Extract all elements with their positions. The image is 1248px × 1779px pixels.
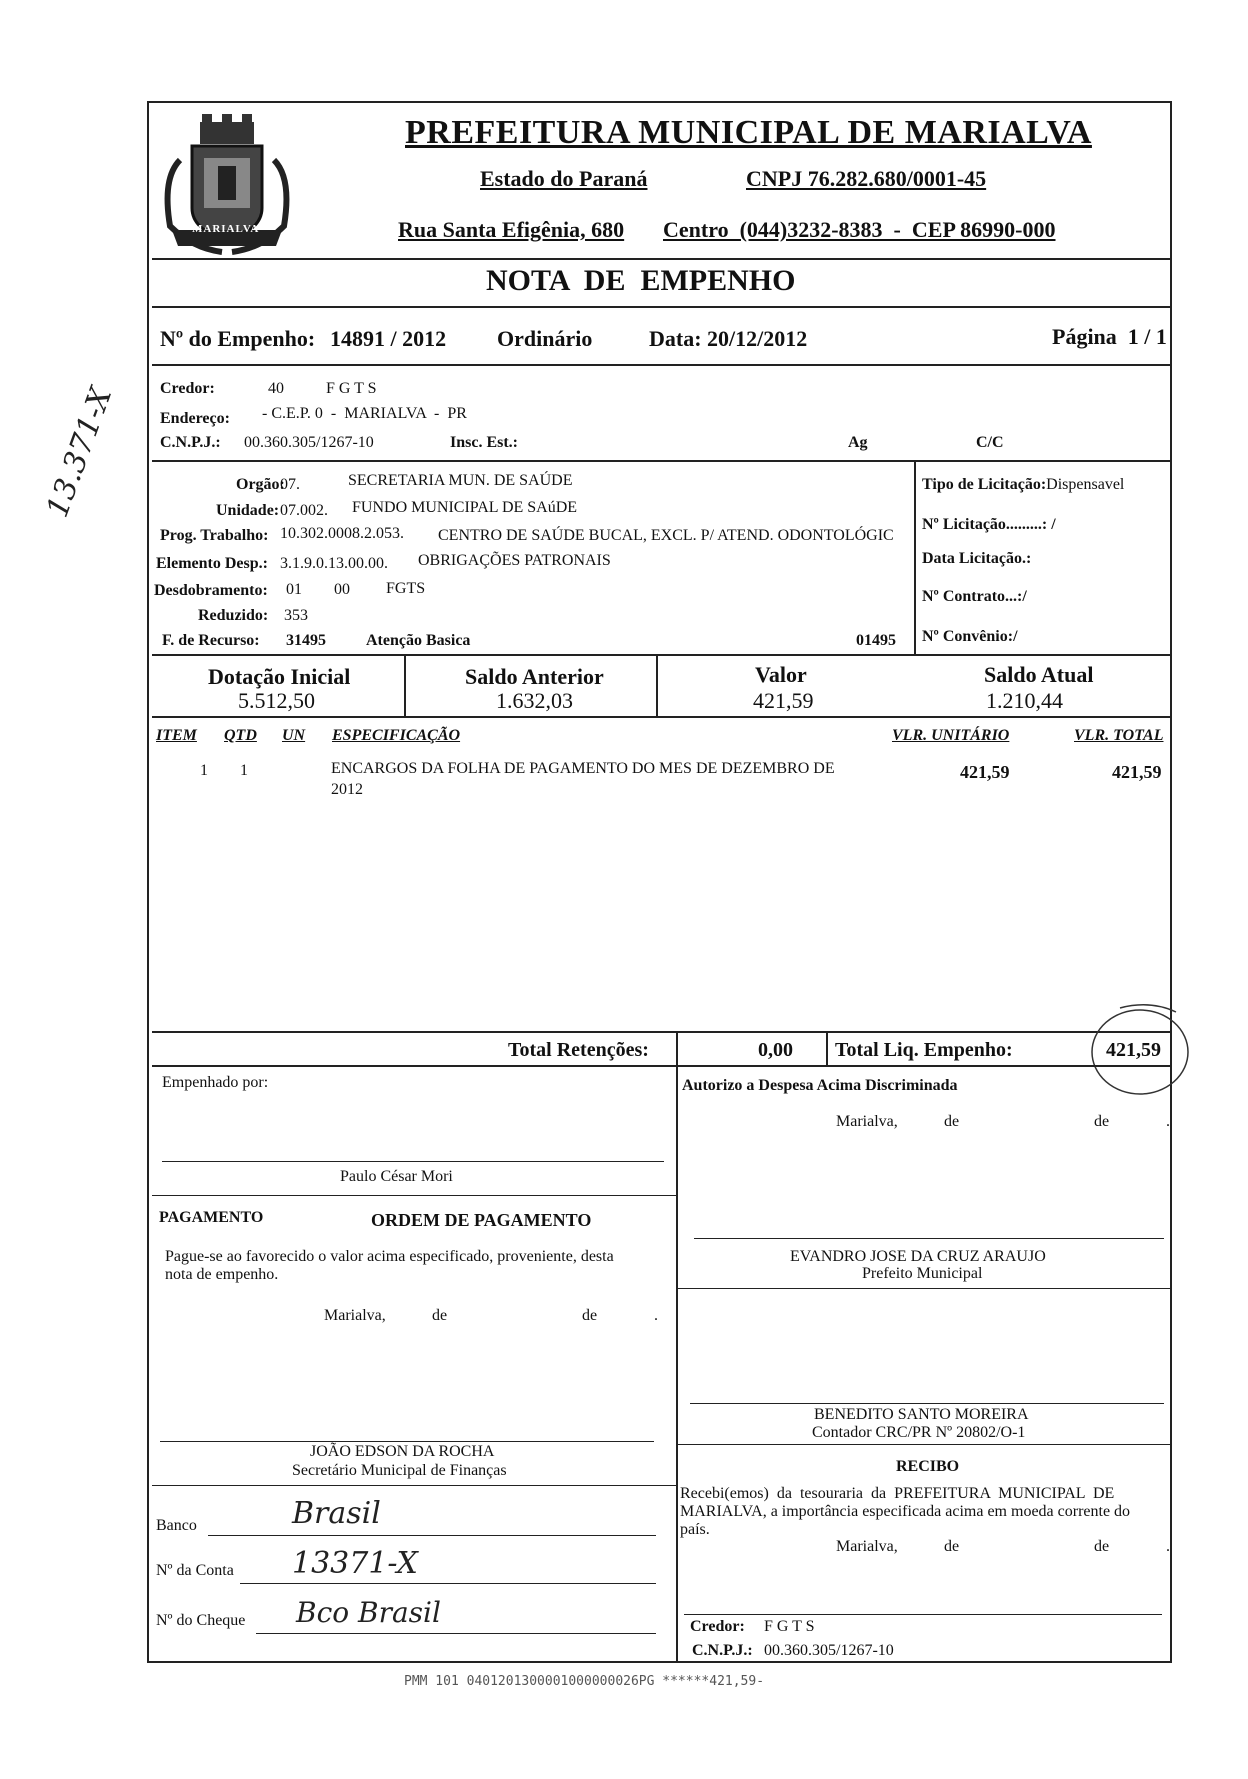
empenho-number: 14891 / 2012 <box>330 326 447 351</box>
unidade-label: Unidade: <box>216 502 280 519</box>
credor-address: - C.E.P. 0 - MARIALVA - PR <box>262 405 467 422</box>
valor-value: 421,59 <box>753 688 814 713</box>
dotacao-label: Dotação Inicial <box>208 664 351 689</box>
orgao-label: Orgão: <box>236 476 285 493</box>
document-title: NOTA DE EMPENHO <box>486 264 796 297</box>
unidade-name: FUNDO MUNICIPAL DE SAúDE <box>352 499 578 516</box>
recibo-dot: . <box>1166 1538 1170 1555</box>
autorizo-de1: de <box>944 1113 960 1130</box>
conta-label: Nº da Conta <box>156 1562 234 1579</box>
orgao-name: SECRETARIA MUN. DE SAÚDE <box>348 472 573 489</box>
elemento-code: 3.1.9.0.13.00.00. <box>280 555 388 572</box>
desdobramento-name: FGTS <box>386 580 426 597</box>
conta-handwritten: 13371-X <box>292 1546 418 1581</box>
prefeito-name: EVANDRO JOSE DA CRUZ ARAUJO <box>790 1248 1046 1265</box>
autorizo-dot: . <box>1166 1113 1170 1130</box>
recibo-place: Marialva, <box>836 1538 898 1555</box>
recurso-code: 31495 <box>286 632 326 649</box>
prog-name: CENTRO DE SAÚDE BUCAL, EXCL. P/ ATEND. ODONTOLÓGIC <box>438 527 894 544</box>
reduzido-value: 353 <box>284 607 308 624</box>
desdobramento-a: 01 <box>286 581 302 598</box>
licitacao-tipo-label: Tipo de Licitação: <box>922 476 1047 493</box>
contador-role: Contador CRC/PR Nº 20802/O-1 <box>812 1424 1026 1441</box>
footer-cnpj: 00.360.305/1267-10 <box>764 1642 894 1659</box>
page-title: PREFEITURA MUNICIPAL DE MARIALVA <box>405 114 1092 151</box>
licitacao-convenio: Nº Convênio:/ <box>922 628 1018 645</box>
recibo-text-line3: país. <box>680 1521 710 1538</box>
pagamento-text-line2: nota de empenho. <box>165 1266 279 1283</box>
reduzido-label: Reduzido: <box>198 607 269 624</box>
credor-cnpj: 00.360.305/1267-10 <box>244 434 374 451</box>
liquido-value: 421,59 <box>1106 1039 1161 1061</box>
page-number: Página 1 / 1 <box>1052 324 1167 349</box>
credor-label: Credor: <box>160 380 215 397</box>
recibo-de1: de <box>944 1538 960 1555</box>
row-spec-line1: ENCARGOS DA FOLHA DE PAGAMENTO DO MES DE DEZEMBRO DE <box>331 760 835 777</box>
district-contact: Centro (044)3232-8383 - CEP 86990-000 <box>663 217 1056 242</box>
recibo-label: RECIBO <box>896 1458 960 1475</box>
footer-credor-name: F G T S <box>764 1618 815 1635</box>
address-label: Endereço: <box>160 410 230 427</box>
recibo-de2: de <box>1094 1538 1110 1555</box>
prog-code: 10.302.0008.2.053. <box>280 525 404 542</box>
licitacao-contrato: Nº Contrato...:/ <box>922 588 1027 605</box>
empenho-type: Ordinário <box>497 326 593 351</box>
elemento-name: OBRIGAÇÕES PATRONAIS <box>418 552 611 569</box>
secretario-role: Secretário Municipal de Finanças <box>292 1462 507 1479</box>
crest-banner-text: MARIALVA <box>192 223 260 235</box>
recurso-name: Atenção Basica <box>366 632 471 649</box>
contador-name: BENEDITO SANTO MOREIRA <box>814 1406 1029 1423</box>
empenho-date: Data: 20/12/2012 <box>649 326 808 351</box>
state-label: Estado do Paraná <box>480 166 648 191</box>
unidade-code: 07.002. <box>280 502 328 519</box>
saldo-atual-value: 1.210,44 <box>986 688 1063 713</box>
licitacao-numero: Nº Licitação.........: / <box>922 516 1056 533</box>
recurso-label: F. de Recurso: <box>162 632 260 649</box>
pagamento-label: PAGAMENTO <box>159 1209 264 1226</box>
credor-name: F G T S <box>326 380 377 397</box>
cnpj-field-label: C.N.P.J.: <box>160 434 221 451</box>
street-address: Rua Santa Efigênia, 680 <box>398 217 625 242</box>
licitacao-tipo-value: Dispensavel <box>1046 476 1125 493</box>
row-total-value: 421,59 <box>1112 762 1162 782</box>
margin-handwritten-note: 13.371-X <box>40 382 120 522</box>
row-item: 1 <box>200 762 208 779</box>
footer-cnpj-label: C.N.P.J.: <box>692 1642 753 1659</box>
pagamento-place: Marialva, <box>324 1307 386 1324</box>
empenhado-label: Empenhado por: <box>162 1074 269 1091</box>
cc-label: C/C <box>976 434 1004 451</box>
licitacao-data: Data Licitação.: <box>922 550 1032 567</box>
col-un: UN <box>282 727 306 744</box>
saldo-anterior-value: 1.632,03 <box>496 688 573 713</box>
banco-handwritten: Brasil <box>292 1496 381 1531</box>
desdobramento-b: 00 <box>334 581 350 598</box>
ag-label: Ag <box>848 434 868 451</box>
empenho-number-label: Nº do Empenho: <box>160 326 316 351</box>
desdobramento-label: Desdobramento: <box>154 582 268 599</box>
elemento-label: Elemento Desp.: <box>156 555 268 572</box>
pagamento-de1: de <box>432 1307 448 1324</box>
liquido-label: Total Liq. Empenho: <box>835 1039 1013 1061</box>
orgao-code: 07. <box>280 476 300 493</box>
cheque-handwritten: Bco Brasil <box>296 1596 441 1629</box>
col-qtd: QTD <box>224 727 257 744</box>
recibo-text-line2: MARIALVA, a importância especificada acima em moeda corrente do <box>680 1503 1131 1520</box>
handwritten-circle <box>1080 998 1194 1102</box>
prog-label: Prog. Trabalho: <box>160 527 269 544</box>
empenhado-name: Paulo César Mori <box>340 1168 453 1185</box>
col-unit-value: VLR. UNITÁRIO <box>892 727 1010 744</box>
crest-logo <box>152 108 302 260</box>
retencoes-label: Total Retenções: <box>508 1039 649 1061</box>
secretario-name: JOÃO EDSON DA ROCHA <box>310 1443 495 1460</box>
col-spec: ESPECIFICAÇÃO <box>332 727 461 744</box>
retencoes-value: 0,00 <box>758 1039 793 1061</box>
recurso-extra: 01495 <box>856 632 896 649</box>
credor-code: 40 <box>268 380 284 397</box>
autorizo-label: Autorizo a Despesa Acima Discriminada <box>682 1077 958 1094</box>
dotacao-value: 5.512,50 <box>238 688 315 713</box>
pagamento-dot: . <box>654 1307 658 1324</box>
banco-label: Banco <box>156 1517 197 1534</box>
ordem-pagamento-label: ORDEM DE PAGAMENTO <box>371 1210 592 1230</box>
recibo-text-line1: Recebi(emos) da tesouraria da PREFEITURA MUNICIPAL DE <box>680 1485 1115 1502</box>
pagamento-text-line1: Pague-se ao favorecido o valor acima especificado, proveniente, desta <box>165 1248 614 1265</box>
autorizo-de2: de <box>1094 1113 1110 1130</box>
footer-credor-label: Credor: <box>690 1618 745 1635</box>
cheque-label: Nº do Cheque <box>156 1612 246 1629</box>
saldo-atual-label: Saldo Atual <box>984 662 1094 687</box>
col-total-value: VLR. TOTAL <box>1074 727 1164 744</box>
autorizo-place: Marialva, <box>836 1113 898 1130</box>
insc-est-label: Insc. Est.: <box>450 434 519 451</box>
prefeito-role: Prefeito Municipal <box>862 1265 983 1282</box>
valor-label: Valor <box>755 662 807 687</box>
row-spec-line2: 2012 <box>331 781 363 798</box>
row-qtd: 1 <box>240 762 248 779</box>
cnpj-label: CNPJ 76.282.680/0001-45 <box>746 166 987 191</box>
control-code: PMM 101 0401201300001000000026PG ******421,59- <box>404 1674 765 1689</box>
licitacao-tipo <box>922 476 1124 494</box>
pagamento-de2: de <box>582 1307 598 1324</box>
col-item: ITEM <box>156 727 197 744</box>
row-unit-value: 421,59 <box>960 762 1010 782</box>
saldo-anterior-label: Saldo Anterior <box>465 664 604 689</box>
